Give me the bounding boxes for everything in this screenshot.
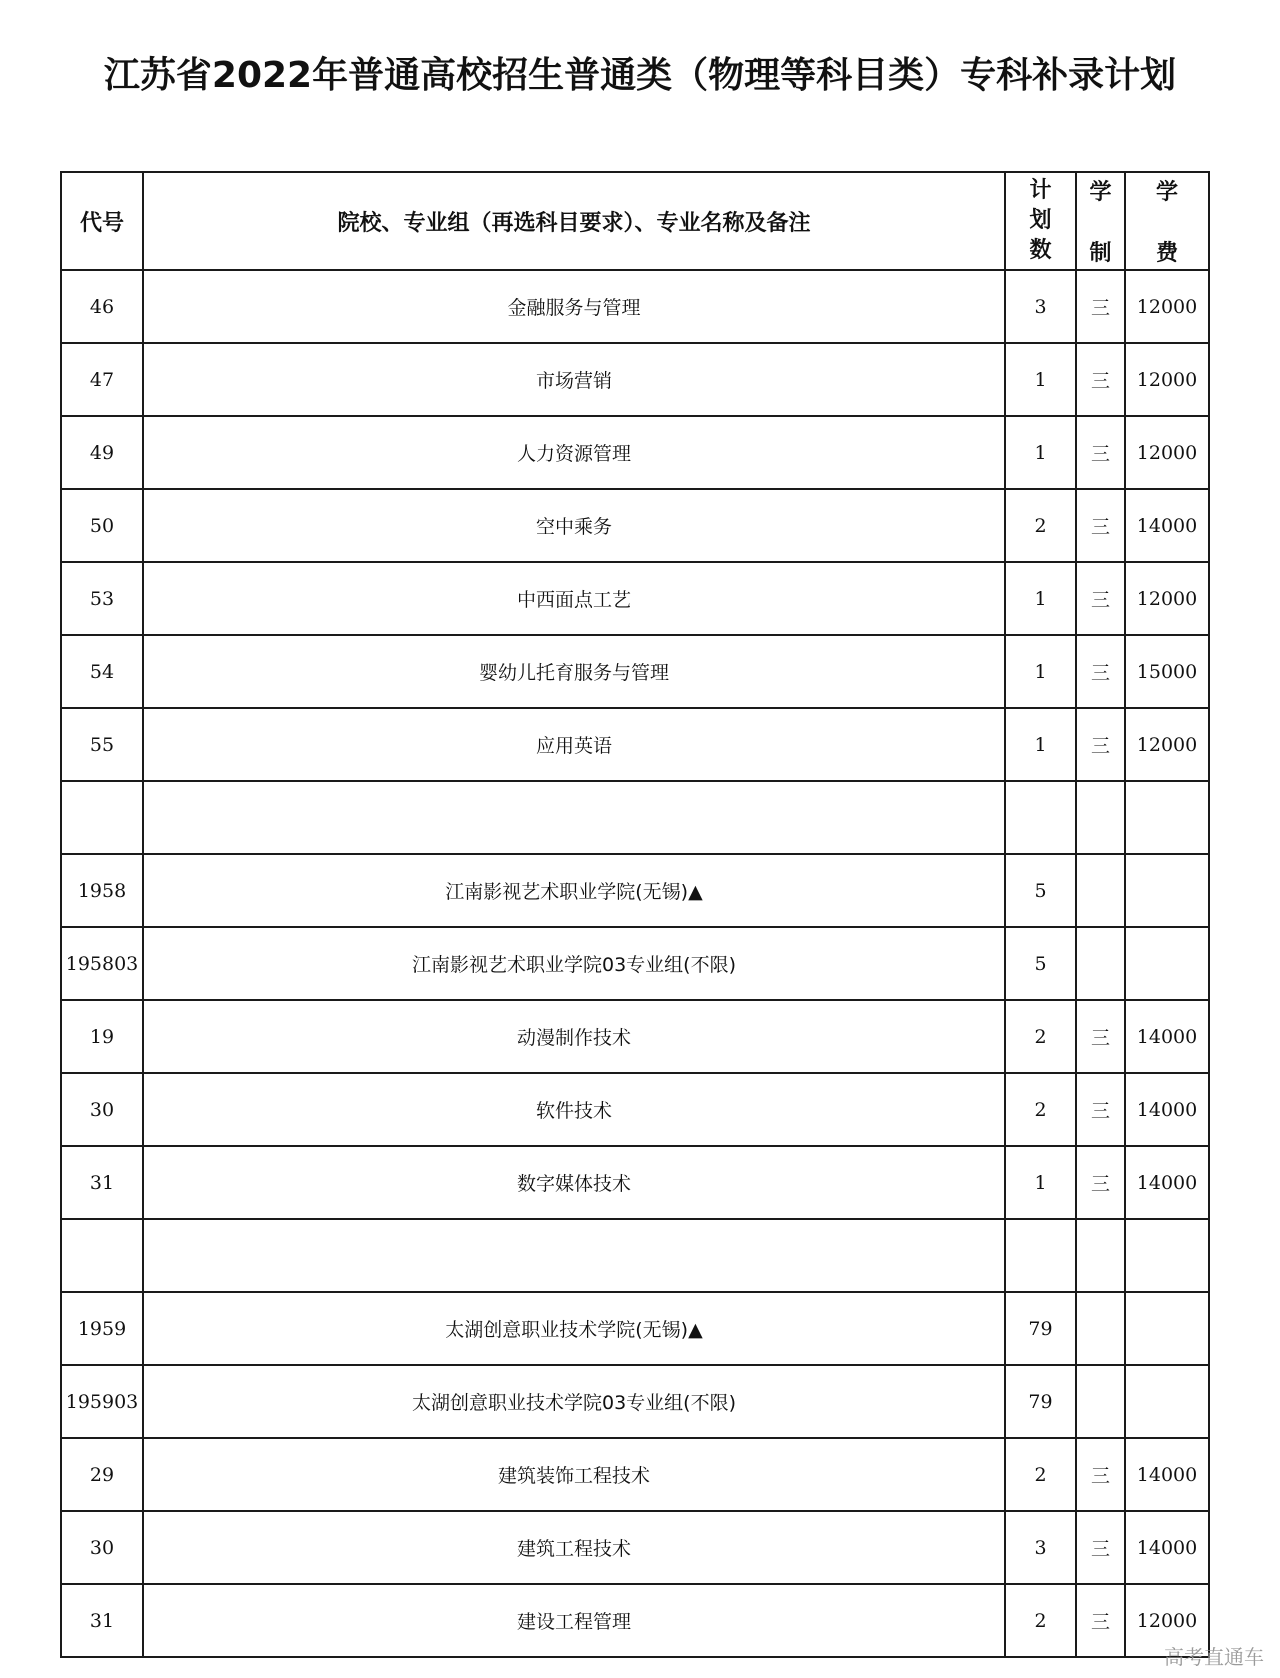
table-row [61, 708, 1209, 781]
table-row [61, 1438, 1209, 1511]
name-cell: 应用英语 [143, 708, 1005, 781]
plan-cell [1005, 781, 1076, 854]
name-cell: 太湖创意职业技术学院(无锡)▲ [143, 1292, 1005, 1365]
plan-cell: 1 [1005, 416, 1076, 489]
xuezhi-cell [1076, 1219, 1125, 1292]
fee-cell [1125, 854, 1209, 927]
fee-cell: 12000 [1125, 562, 1209, 635]
table-row [61, 1584, 1209, 1657]
code-cell: 53 [61, 562, 143, 635]
plan-cell: 1 [1005, 343, 1076, 416]
table-row [61, 1511, 1209, 1584]
header-plan-char: 计 [1029, 178, 1052, 203]
name-cell: 江南影视艺术职业学院03专业组(不限) [143, 927, 1005, 1000]
plan-cell: 5 [1005, 854, 1076, 927]
header-fee-char: 学 [1155, 180, 1178, 205]
plan-cell: 1 [1005, 1146, 1076, 1219]
code-cell: 29 [61, 1438, 143, 1511]
table-row [61, 1000, 1209, 1073]
xuezhi-cell: 三 [1076, 1073, 1125, 1146]
table-row [61, 854, 1209, 927]
code-cell: 195803 [61, 927, 143, 1000]
code-cell: 55 [61, 708, 143, 781]
xuezhi-cell: 三 [1076, 343, 1125, 416]
fee-cell: 12000 [1125, 1584, 1209, 1657]
fee-cell: 14000 [1125, 1146, 1209, 1219]
plan-cell: 2 [1005, 1438, 1076, 1511]
table-row [61, 781, 1209, 854]
fee-cell: 14000 [1125, 1438, 1209, 1511]
fee-cell [1125, 781, 1209, 854]
table-row [61, 1073, 1209, 1146]
plan-cell: 2 [1005, 1584, 1076, 1657]
fee-cell [1125, 1365, 1209, 1438]
fee-cell [1125, 1219, 1209, 1292]
plan-cell: 1 [1005, 635, 1076, 708]
xuezhi-cell [1076, 1365, 1125, 1438]
header-name: 院校、专业组（再选科目要求）、专业名称及备注 [143, 172, 1005, 270]
table-row [61, 635, 1209, 708]
admission-plan-table [60, 171, 1210, 1658]
header-plan [1005, 172, 1076, 270]
header-xuezhi-char: 学 [1089, 180, 1112, 205]
code-cell: 30 [61, 1073, 143, 1146]
page-title: 江苏省2022年普通高校招生普通类（物理等科目类）专科补录计划 [103, 55, 1177, 96]
header-xuezhi-char: 制 [1089, 241, 1112, 266]
plan-cell: 79 [1005, 1365, 1076, 1438]
header-fee-char: 费 [1155, 241, 1178, 266]
fee-cell: 14000 [1125, 1511, 1209, 1584]
xuezhi-cell: 三 [1076, 489, 1125, 562]
plan-cell: 2 [1005, 1000, 1076, 1073]
plan-cell: 2 [1005, 489, 1076, 562]
table-row [61, 1292, 1209, 1365]
header-code: 代号 [61, 172, 143, 270]
plan-cell: 1 [1005, 562, 1076, 635]
xuezhi-cell: 三 [1076, 708, 1125, 781]
header-plan-char: 划 [1029, 208, 1052, 233]
header-plan-char: 数 [1029, 238, 1052, 263]
name-cell: 太湖创意职业技术学院03专业组(不限) [143, 1365, 1005, 1438]
code-cell: 54 [61, 635, 143, 708]
plan-cell: 3 [1005, 270, 1076, 343]
plan-cell: 79 [1005, 1292, 1076, 1365]
fee-cell: 12000 [1125, 343, 1209, 416]
table-row [61, 927, 1209, 1000]
code-cell: 1958 [61, 854, 143, 927]
table-row [61, 343, 1209, 416]
watermark-text: 高考直通车 [1164, 1645, 1264, 1669]
name-cell: 建筑装饰工程技术 [143, 1438, 1005, 1511]
header-fee [1125, 172, 1209, 270]
table-row [61, 489, 1209, 562]
name-cell: 动漫制作技术 [143, 1000, 1005, 1073]
code-cell: 1959 [61, 1292, 143, 1365]
fee-cell: 14000 [1125, 1073, 1209, 1146]
xuezhi-cell: 三 [1076, 1584, 1125, 1657]
code-cell: 46 [61, 270, 143, 343]
table-header-row [61, 172, 1209, 270]
xuezhi-cell [1076, 1292, 1125, 1365]
code-cell: 31 [61, 1146, 143, 1219]
xuezhi-cell: 三 [1076, 635, 1125, 708]
table-body [61, 270, 1209, 1657]
code-cell: 50 [61, 489, 143, 562]
xuezhi-cell [1076, 854, 1125, 927]
name-cell: 中西面点工艺 [143, 562, 1005, 635]
name-cell: 数字媒体技术 [143, 1146, 1005, 1219]
fee-cell: 15000 [1125, 635, 1209, 708]
xuezhi-cell: 三 [1076, 1438, 1125, 1511]
xuezhi-cell: 三 [1076, 1000, 1125, 1073]
fee-cell [1125, 927, 1209, 1000]
name-cell: 金融服务与管理 [143, 270, 1005, 343]
code-cell [61, 781, 143, 854]
table-row [61, 1146, 1209, 1219]
xuezhi-cell: 三 [1076, 1511, 1125, 1584]
fee-cell: 14000 [1125, 1000, 1209, 1073]
xuezhi-cell: 三 [1076, 270, 1125, 343]
table-row [61, 416, 1209, 489]
code-cell: 195903 [61, 1365, 143, 1438]
plan-cell: 2 [1005, 1073, 1076, 1146]
table-row [61, 1219, 1209, 1292]
code-cell: 47 [61, 343, 143, 416]
code-cell [61, 1219, 143, 1292]
name-cell: 建设工程管理 [143, 1584, 1005, 1657]
table-row [61, 270, 1209, 343]
xuezhi-cell: 三 [1076, 1146, 1125, 1219]
xuezhi-cell [1076, 927, 1125, 1000]
name-cell: 市场营销 [143, 343, 1005, 416]
table-row [61, 562, 1209, 635]
fee-cell: 12000 [1125, 416, 1209, 489]
name-cell: 空中乘务 [143, 489, 1005, 562]
name-cell: 人力资源管理 [143, 416, 1005, 489]
table-row [61, 1365, 1209, 1438]
name-cell [143, 1219, 1005, 1292]
plan-cell [1005, 1219, 1076, 1292]
code-cell: 30 [61, 1511, 143, 1584]
plan-cell: 3 [1005, 1511, 1076, 1584]
header-xuezhi [1076, 172, 1125, 270]
name-cell: 江南影视艺术职业学院(无锡)▲ [143, 854, 1005, 927]
name-cell: 婴幼儿托育服务与管理 [143, 635, 1005, 708]
xuezhi-cell [1076, 781, 1125, 854]
fee-cell: 14000 [1125, 489, 1209, 562]
xuezhi-cell: 三 [1076, 416, 1125, 489]
fee-cell: 12000 [1125, 270, 1209, 343]
plan-cell: 1 [1005, 708, 1076, 781]
code-cell: 49 [61, 416, 143, 489]
name-cell [143, 781, 1005, 854]
xuezhi-cell: 三 [1076, 562, 1125, 635]
name-cell: 建筑工程技术 [143, 1511, 1005, 1584]
name-cell: 软件技术 [143, 1073, 1005, 1146]
code-cell: 31 [61, 1584, 143, 1657]
code-cell: 19 [61, 1000, 143, 1073]
fee-cell: 12000 [1125, 708, 1209, 781]
plan-cell: 5 [1005, 927, 1076, 1000]
fee-cell [1125, 1292, 1209, 1365]
